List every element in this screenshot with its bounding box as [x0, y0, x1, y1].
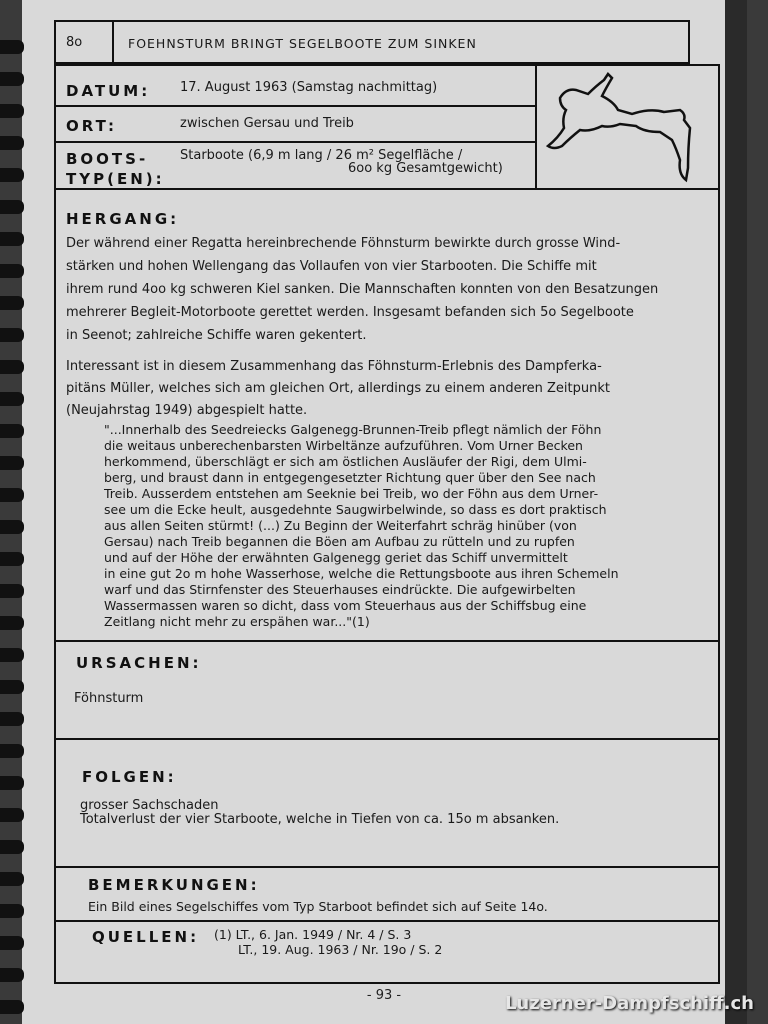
bootstyp-value-2: 6oo kg Gesamtgewicht)	[348, 161, 503, 176]
datum-value: 17. August 1963 (Samstag nachmittag)	[180, 80, 438, 95]
bemerkungen-label: BEMERKUNGEN:	[88, 876, 260, 894]
bemerkungen-value: Ein Bild eines Segelschiffes vom Typ Starboot befindet sich auf Seite 14o.	[88, 899, 548, 914]
bootstyp-label-2: TYP(EN):	[66, 170, 165, 188]
lake-map-sketch	[540, 68, 716, 186]
hergang-label: HERGANG:	[66, 210, 180, 228]
quellen-label: QUELLEN:	[92, 928, 200, 946]
folgen-line-1: grosser Sachschaden	[80, 798, 219, 813]
quellen-line-1: (1) LT., 6. Jan. 1949 / Nr. 4 / S. 3	[214, 927, 412, 942]
hergang-text: Der während einer Regatta hereinbrechende Föhnsturm bewirkte durch grosse Wind- stärken und hohen Wellengang das Vollaufen von vier Starbooten. Die Schiffe mit ihrem rund 4oo kg schweren Kiel sanken. Die Mannschaften konnten von den Besatzungen mehrerer Begleit-Motorboote gerettet werden. Insgesamt befanden sich 5o Segelboote in Seenot; zahlreiche Schiffe waren gekentert.	[66, 236, 659, 343]
page-footer-number: - 93 -	[366, 988, 402, 1003]
quellen-line-2: LT., 19. Aug. 1963 / Nr. 19o / S. 2	[238, 942, 443, 957]
folgen-line-2: Totalverlust der vier Starboote, welche in Tiefen von ca. 15o m absanken.	[80, 812, 560, 827]
hergang-quote: "...Innerhalb des Seedreiecks Galgenegg-Brunnen-Treib pflegt nämlich der Föhn die weitaus unberechenbarsten Wirbeltänze aufzuführen. Vom Urner Becken herkommend, überschlägt er sich am östlichen Ausläufer der Rigi, dem Ulmi- berg, und braust dann in entgegengesetzter Richtung quer über den See nach Treib. Ausserdem entstehen am Seeknie bei Treib, wo der Föhn aus dem Urner- see um die Ecke heult, ausgedehnte Saugwirbelwinde, so dass es dort praktisch aus allen Seiten stürmt! (...) Zu Beginn der Weiterfahrt schräg hinüber (von Gersau) nach Treib begannen die Böen am Aufbau zu rütteln und zu rupfen und auf der Höhe der erwähnten Galgenegg geriet das Schiff unvermittelt in eine gut 2o m hohe Wasserhose, welche die Rettungsboote aus ihren Schemeln warf und das Stirnfenster des Steuerhauses eindrückte. Die aufgewirbelten Wassermassen waren so dicht, dass vom Steuerhaus aus der Schiffsbug eine Zeitlang nicht mehr zu erspähen war..."(1)	[104, 422, 619, 629]
ort-value: zwischen Gersau und Treib	[180, 116, 354, 131]
datum-label: DATUM:	[66, 82, 151, 100]
ursachen-label: URSACHEN:	[76, 654, 202, 672]
bootstyp-value-1: Starboote (6,9 m lang / 26 m² Segelfläche /	[180, 148, 463, 163]
ursachen-value: Föhnsturm	[74, 691, 144, 706]
folgen-label: FOLGEN:	[82, 768, 177, 786]
page-edge-shadow	[725, 0, 747, 1024]
spiral-binding	[0, 0, 30, 1024]
page-number: 8o	[66, 35, 83, 50]
ort-label: ORT:	[66, 117, 118, 135]
hergang-paragraph-2: Interessant ist in diesem Zusammenhang das Föhnsturm-Erlebnis des Dampferka- pitäns Müller, welches sich am gleichen Ort, allerdings zu einem anderen Zeitpunkt (Neujahrstag 1949) abgespielt hatte.	[66, 359, 610, 418]
bootstyp-label-1: BOOTS-	[66, 150, 149, 168]
watermark: Luzerner-Dampfschiff.ch	[504, 993, 754, 1014]
page-title: FOEHNSTURM BRINGT SEGELBOOTE ZUM SINKEN	[128, 36, 477, 51]
